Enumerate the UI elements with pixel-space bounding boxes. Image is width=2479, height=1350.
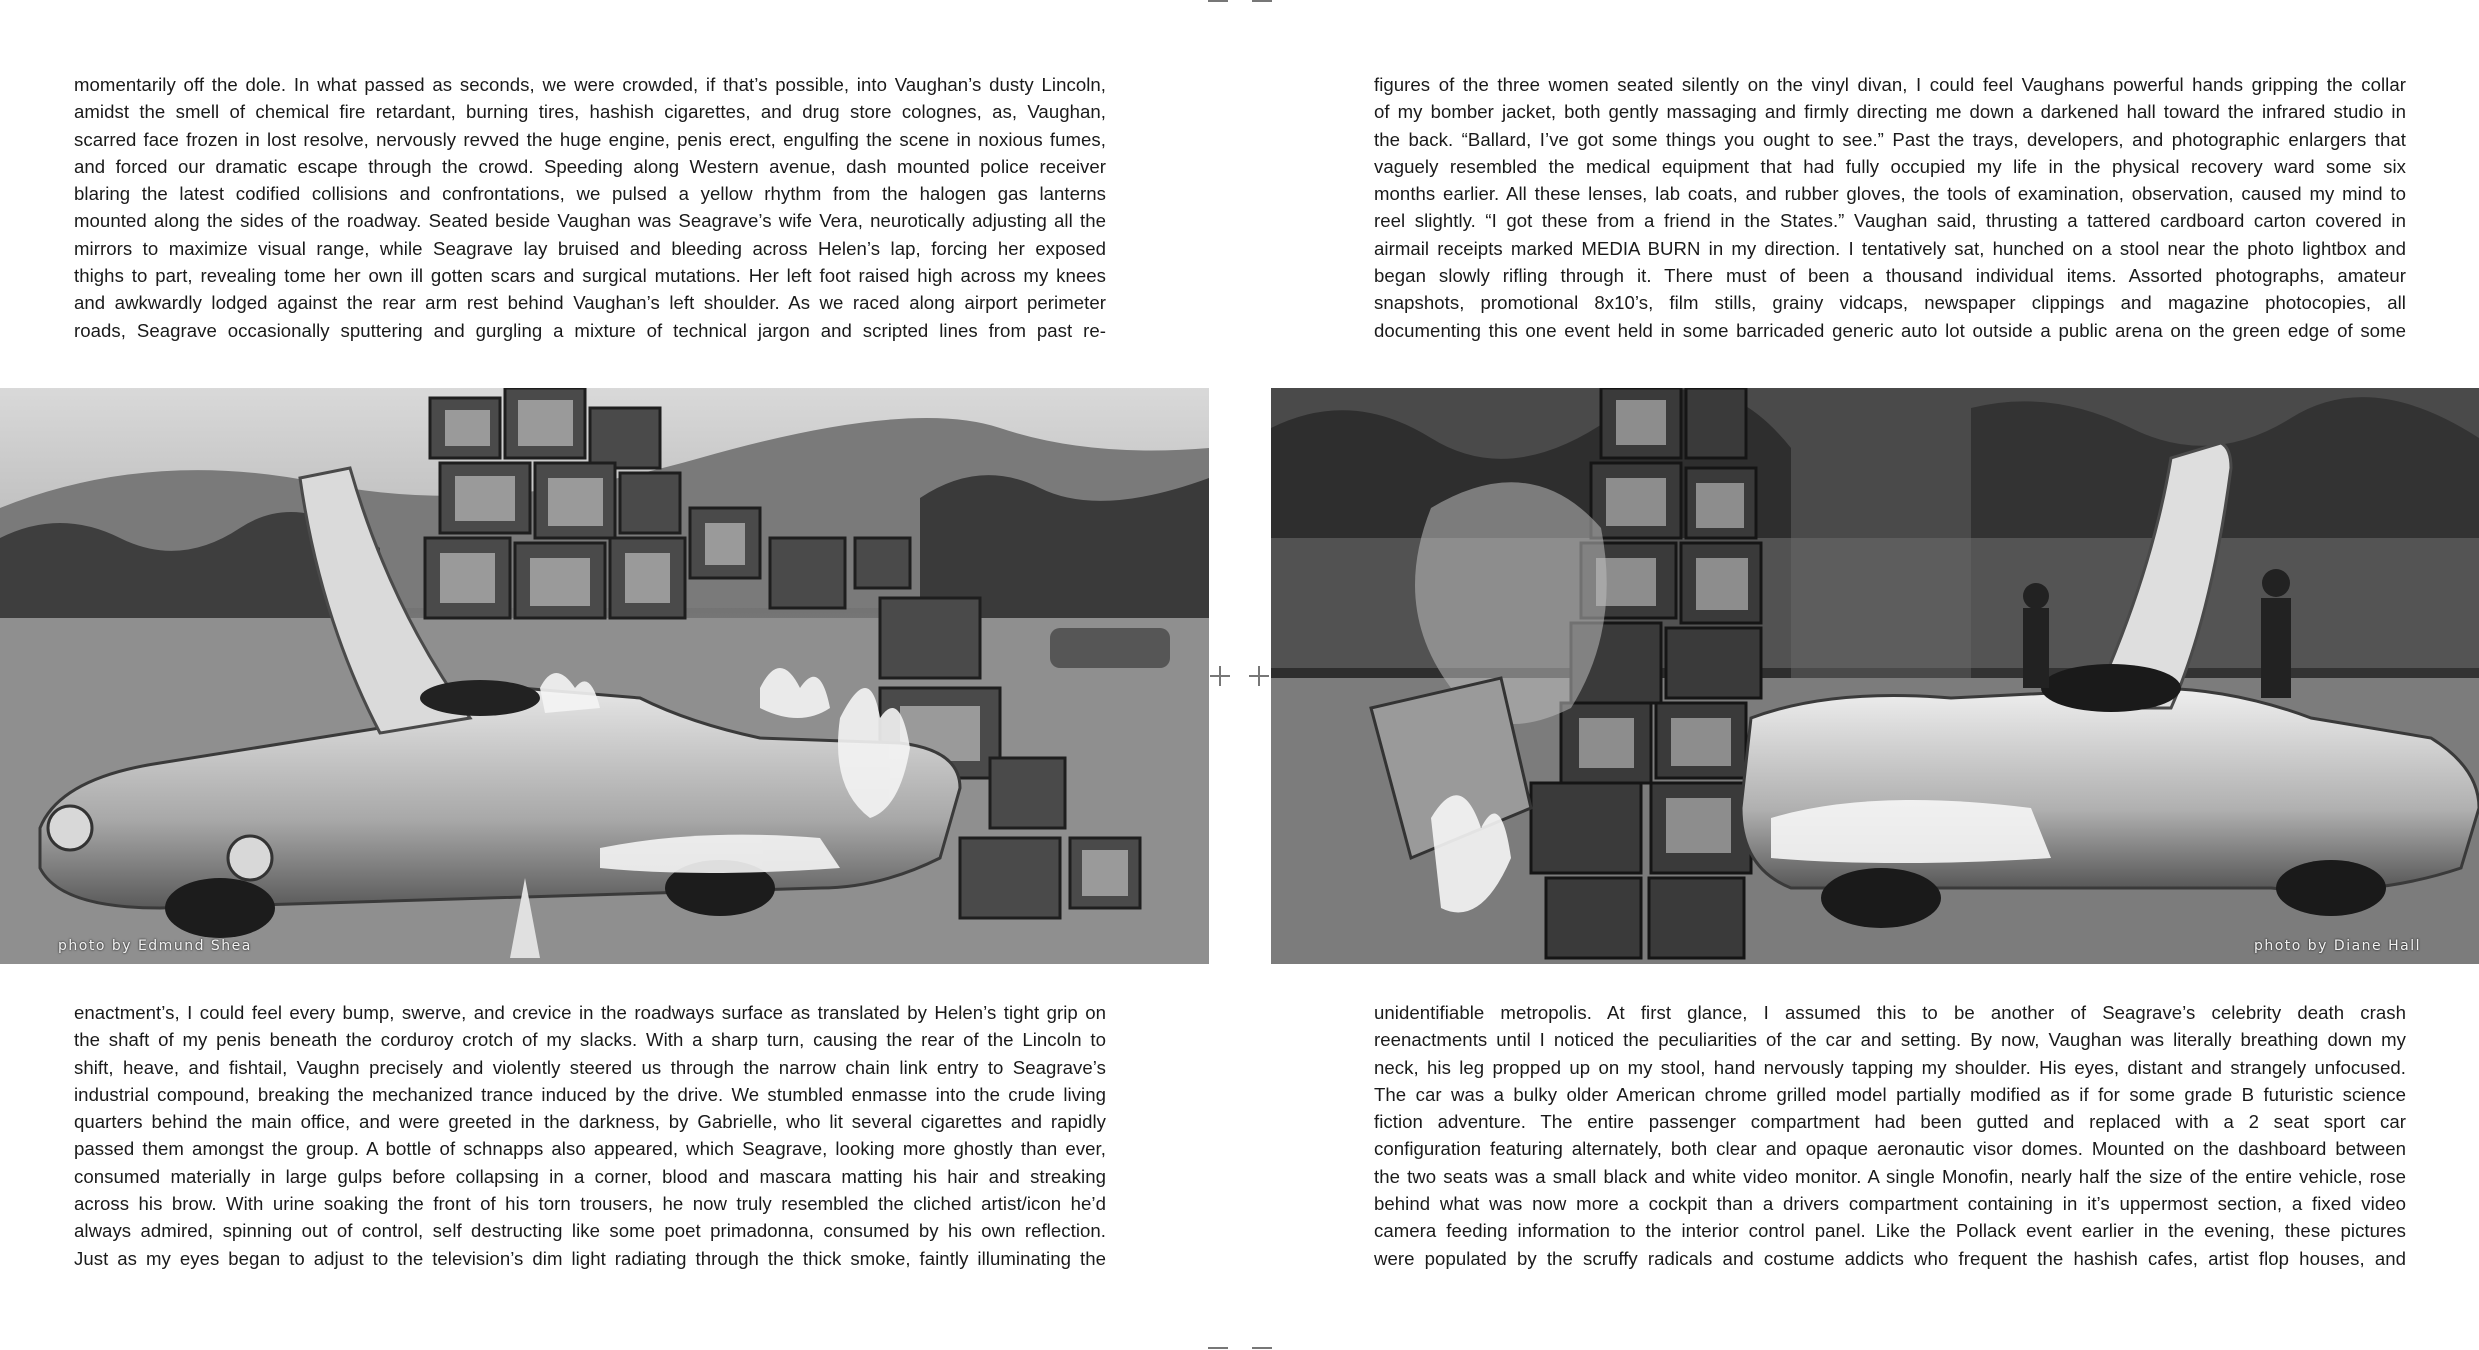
left-page-top-text xyxy=(74,71,1106,344)
text-line: vaguely resembled the medical equipment that had fully occupied my life in the physical recovery ward some six xyxy=(1374,155,2406,177)
text-line: passed them amongst the group. A bottle of schnapps also appeared, which Seagrave, looking more ghostly than ever, xyxy=(74,1138,1106,1160)
photo-illustration xyxy=(0,388,1209,964)
text-line: mirrors to maximize visual range, while Seagrave lay bruised and bleeding across Helen’s lap, forcing her exposed xyxy=(74,237,1106,259)
right-page-bottom-text xyxy=(1374,999,2406,1272)
photo-credit-right: photo by Diane Hall xyxy=(2253,938,2421,954)
text-line: camera feeding information to the interior control panel. Like the Pollack event earlier in the evening, these pictures xyxy=(1374,1220,2406,1242)
photo-credit-left: photo by Edmund Shea xyxy=(58,938,252,954)
text-line: of my bomber jacket, both gently massaging and firmly directing me down a darkened hall toward the infrared studio in xyxy=(1374,101,2406,123)
text-line: unidentifiable metropolis. At first glance, I assumed this to be another of Seagrave’s celebrity death crash xyxy=(1374,1002,2406,1023)
photo-illustration xyxy=(1271,388,2479,964)
text-line: reel slightly. “I got these from a friend in the States.” Vaughan said, thrusting a tattered cardboard carton covered in xyxy=(1374,210,2406,232)
text-line: across his brow. With urine soaking the front of his torn trousers, he now truly resembled the cliched artist/icon he’d xyxy=(74,1193,1106,1215)
text-line: quarters behind the main office, and were greeted in the darkness, by Gabrielle, who lit several cigarettes and rapidly xyxy=(74,1111,1106,1133)
text-line: reenactments until I noticed the peculiarities of the car and setting. By now, Vaughan was literally breathing down my xyxy=(1374,1029,2406,1051)
text-line: roads, Seagrave occasionally sputtering and gurgling a mixture of technical jargon and scripted lines from past re- xyxy=(74,319,1106,341)
text-line: thighs to part, revealing tome her own ill gotten scars and surgical mutations. Her left foot raised high across my knees xyxy=(74,265,1106,287)
text-line: industrial compound, breaking the mechanized trance induced by the drive. We stumbled enmasse into the crude living xyxy=(74,1083,1106,1105)
text-line: shift, heave, and fishtail, Vaughn precisely and violently steered us through the narrow chain link entry to Seagrave’s xyxy=(74,1056,1106,1078)
text-line: and awkwardly lodged against the rear arm rest behind Vaughan’s left shoulder. As we raced along airport perimeter xyxy=(74,292,1106,314)
photo-car-crash-right xyxy=(1271,388,2479,964)
text-line: figures of the three women seated silently on the vinyl divan, I could feel Vaughans powerful hands gripping the collar xyxy=(1374,74,2406,95)
crop-mark-bottom-right xyxy=(1252,1347,1272,1349)
crop-mark-top-left xyxy=(1208,0,1228,2)
text-line: began slowly rifling through it. There must of been a thousand individual items. Assorted photographs, amateur xyxy=(1374,265,2406,287)
text-line: scarred face frozen in lost resolve, nervously revved the huge engine, penis erect, engulfing the scene in noxious fumes, xyxy=(74,128,1106,150)
photo-car-crash-left xyxy=(0,388,1209,964)
text-line: were populated by the scruffy radicals and costume addicts who frequent the hashish cafes, artist flop houses, and xyxy=(1374,1247,2406,1269)
text-line: The car was a bulky older American chrome grilled model partially modified as if for some grade B futuristic science xyxy=(1374,1083,2406,1105)
registration-mark-left xyxy=(1210,666,1230,686)
text-line: amidst the smell of chemical fire retardant, burning tires, hashish cigarettes, and drug store colognes, as, Vaughan, xyxy=(74,101,1106,123)
text-line: the two seats was a small black and white video monitor. A single Monofin, nearly half the size of the entire vehicle, rose xyxy=(1374,1165,2406,1187)
text-line: mounted along the sides of the roadway. Seated beside Vaughan was Seagrave’s wife Vera, neurotically adjusting all the xyxy=(74,210,1106,232)
text-line: blaring the latest codified collisions and confrontations, we pulsed a yellow rhythm from the halogen gas lanterns xyxy=(74,183,1106,205)
text-line: Just as my eyes began to adjust to the television’s dim light radiating through the thick smoke, faintly illuminating the xyxy=(74,1247,1106,1269)
text-line: and forced our dramatic escape through the crowd. Speeding along Western avenue, dash mounted police receiver xyxy=(74,155,1106,177)
crop-mark-top-right xyxy=(1252,0,1272,2)
text-line: documenting this one event held in some barricaded generic auto lot outside a public arena on the green edge of some xyxy=(1374,319,2406,341)
visor-dome xyxy=(420,680,540,716)
text-line: snapshots, promotional 8x10’s, film stills, grainy vidcaps, newspaper clippings and magazine photocopies, all xyxy=(1374,292,2406,314)
text-line: airmail receipts marked MEDIA BURN in my direction. I tentatively sat, hunched on a stool near the photo lightbox and xyxy=(1374,237,2406,259)
parked-car xyxy=(1050,628,1170,668)
text-line: always admired, spinning out of control, self destructing like some poet primadonna, consumed by his own reflection. xyxy=(74,1220,1106,1242)
text-line: enactment’s, I could feel every bump, swerve, and crevice in the roadways surface as translated by Helen’s tight grip on xyxy=(74,1002,1106,1023)
text-line: months earlier. All these lenses, lab coats, and rubber gloves, the tools of examination, observation, caused my mind to xyxy=(1374,183,2406,205)
left-page-bottom-text xyxy=(74,999,1106,1272)
text-line: configuration featuring alternately, both clear and opaque aeronautic visor domes. Mounted on the dashboard between xyxy=(1374,1138,2406,1160)
right-page-top-text xyxy=(1374,71,2406,344)
visor-dome xyxy=(2041,664,2181,712)
text-line: momentarily off the dole. In what passed as seconds, we were crowded, if that’s possible, into Vaughan’s dusty Lincoln, xyxy=(74,74,1106,95)
text-line: the back. “Ballard, I’ve got some things you ought to see.” Past the trays, developers, and photographic enlargers that xyxy=(1374,128,2406,150)
text-line: neck, his leg propped up on my stool, hand nervously tapping my shoulder. His eyes, distant and strangely unfocused. xyxy=(1374,1056,2406,1078)
text-line: fiction adventure. The entire passenger compartment had been gutted and replaced with a 2 seat sport car xyxy=(1374,1111,2406,1133)
crop-mark-bottom-left xyxy=(1208,1347,1228,1349)
text-line: the shaft of my penis beneath the corduroy crotch of my slacks. With a sharp turn, causing the rear of the Lincoln to xyxy=(74,1029,1106,1051)
text-line: behind what was now more a cockpit than a drivers compartment containing in it’s uppermost section, a fixed video xyxy=(1374,1193,2406,1215)
text-line: consumed materially in large gulps before collapsing in a corner, blood and mascara matting his hair and streaking xyxy=(74,1165,1106,1187)
registration-mark-right xyxy=(1249,666,1269,686)
